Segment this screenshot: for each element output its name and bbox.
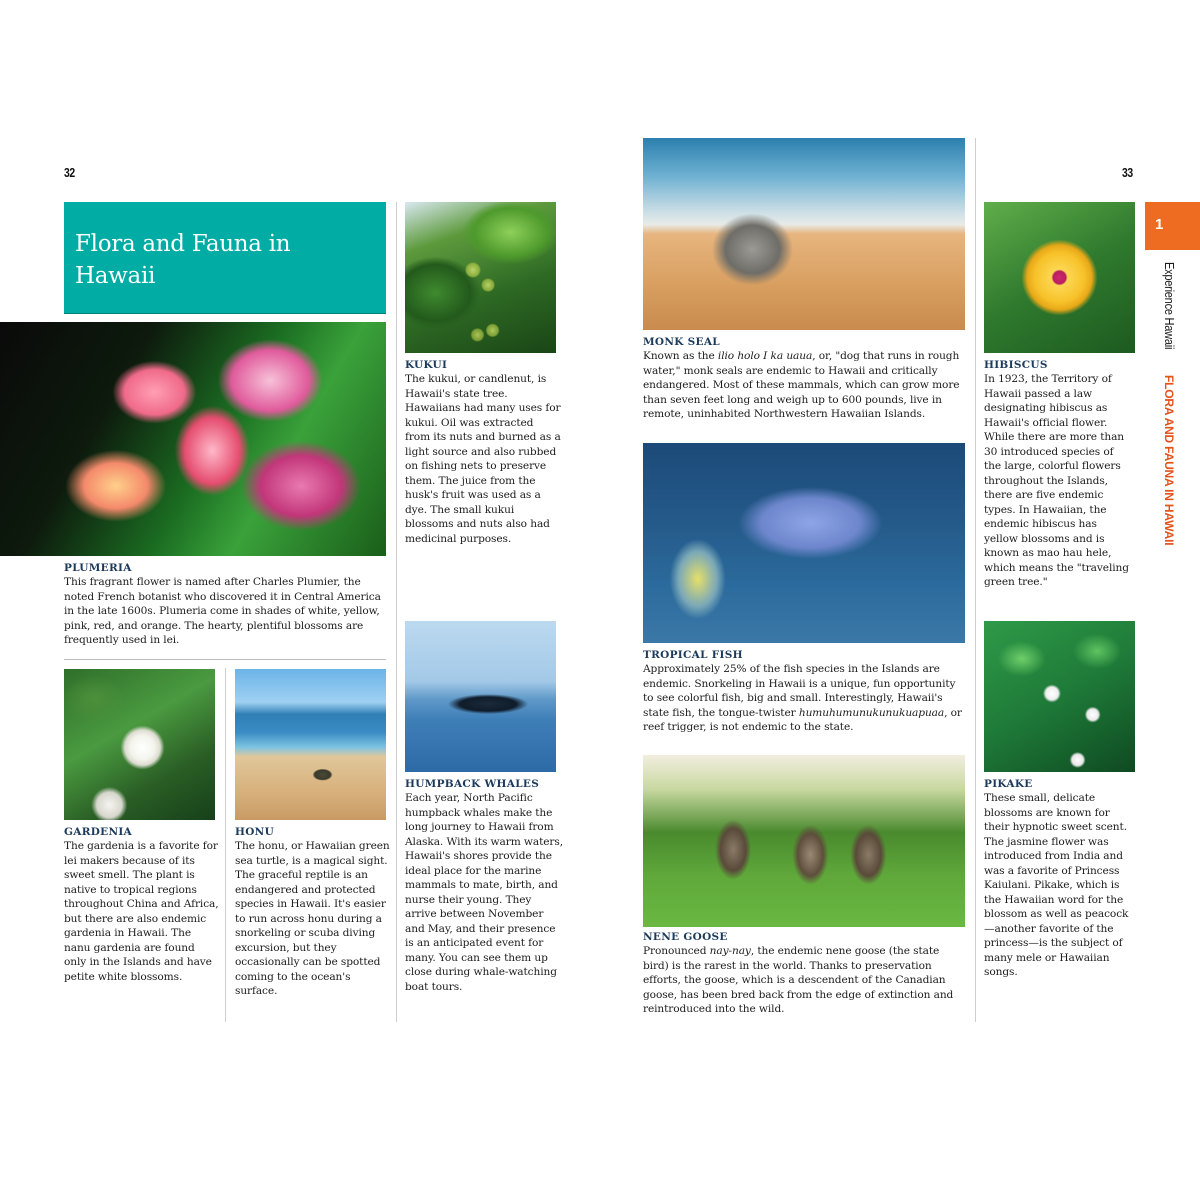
gardenia-heading: GARDENIA: [64, 826, 133, 838]
page-number-left: 32: [64, 165, 75, 180]
monk-seal-heading: MONK SEAL: [643, 336, 720, 348]
body-text: , the endemic nene goose (the state bird) is the rarest in the world. Thanks to preservation efforts, the goose, which is a descendent of the Canadian goose, has been bred back from the edge of extinction and reintroduced into the wild.: [643, 945, 954, 1015]
column-divider: [975, 138, 976, 1022]
chapter-title-line2: Hawaii: [75, 263, 156, 289]
tropical-fish-caption: [643, 648, 968, 735]
hibiscus-body: In 1923, the Territory of Hawaii passed a law designating hibiscus as Hawaii's official flower. While there are more than 30 introduced species of the large, colorful flowers throughout the Islands, there are five endemic types. In Hawaiian, the endemic hibiscus has yellow blossoms and is known as mao hau hele, which means the "traveling green tree.": [984, 373, 1129, 588]
chapter-title-box: [64, 202, 386, 314]
body-text: , or reef trigger, is not endemic to the state.: [643, 706, 962, 733]
body-text: , or, "dog that runs in rough water," monk seals are endemic to Hawaii and critically endangered. Most of these mammals, which can grow more than seven feet long and weigh up to 600 pounds, live in remote, uninhabited Northwestern Hawaiian Islands.: [643, 350, 960, 420]
hawaiian-term: humuhumunukunukuapuaa: [798, 706, 945, 719]
kukui-body: The kukui, or candlenut, is Hawaii's state tree. Hawaiians had many uses for kukui. Oil was extracted from its nuts and burned as a light source and also rubbed on fishing nets to preserve them. The juice from the husk's fruit was used as a dye. The small kukui blossoms and nuts also had medicinal purposes.: [405, 373, 561, 545]
pikake-photo: [984, 621, 1135, 772]
nene-goose-body: [643, 944, 968, 1017]
pikake-heading: PIKAKE: [984, 778, 1033, 790]
hawaiian-term: ilio holo I ka uaua: [717, 350, 813, 362]
subsection-label: FLORA AND FAUNA IN HAWAII: [1162, 375, 1176, 546]
nene-goose-photo: [643, 755, 965, 927]
honu-caption: [235, 825, 393, 999]
hibiscus-heading: HIBISCUS: [984, 359, 1048, 371]
body-text: Approximately 25% of the fish species in the Islands are endemic. Snorkeling in Hawaii is a unique, fun opportunity to see colorful fish, big and small. Interestingly, Hawaii's state fish, the tongue-twister: [643, 663, 956, 719]
honu-body: The honu, or Hawaiian green sea turtle, is a magical sight. The graceful reptile is an endangered and protected species in Hawaii. It's easier to run across honu during a snorkeling or scuba diving excursion, but they occasionally can be spotted coming to the ocean's surface.: [235, 840, 390, 997]
column-divider: [225, 668, 226, 1022]
humpback-heading: HUMPBACK WHALES: [405, 778, 540, 790]
gardenia-photo: [64, 669, 215, 820]
hibiscus-photo: [984, 202, 1135, 353]
section-label: Experience Hawaii: [1162, 262, 1177, 350]
pikake-caption: [984, 777, 1132, 980]
nene-goose-heading: NENE GOOSE: [643, 931, 728, 943]
kukui-photo: [405, 202, 556, 353]
body-text: Pronounced: [643, 945, 710, 957]
humpback-caption: [405, 777, 563, 994]
gardenia-body: The gardenia is a favorite for lei makers because of its sweet smell. The plant is native to tropical regions throughout China and Africa, but there are also endemic gardenia in Hawaii. The nanu gardenia are found only in the Islands and have petite white blossoms.: [64, 840, 219, 983]
tropical-fish-photo: [643, 443, 965, 643]
chapter-number: 1: [1155, 216, 1164, 233]
whale-tail-photo: [405, 621, 556, 772]
kukui-caption: [405, 358, 561, 546]
gardenia-caption: [64, 825, 220, 984]
tropical-fish-body: [643, 662, 968, 735]
chapter-title-line1: Flora and Fauna in: [75, 231, 291, 257]
column-divider: [396, 202, 397, 1022]
plumeria-body: This fragrant flower is named after Charles Plumier, the noted French botanist who discovered it in Central America in the late 1600s. Plumeria come in shades of white, yellow, pink, red, and orange. The hearty, plentiful blossoms are frequently used in lei.: [64, 576, 381, 646]
row-divider: [64, 659, 386, 660]
plumeria-caption: [64, 561, 389, 648]
monk-seal-caption: [643, 335, 968, 422]
kukui-heading: KUKUI: [405, 359, 448, 371]
monk-seal-body: [643, 349, 968, 422]
page-number-right: 33: [1122, 165, 1133, 180]
monk-seal-photo: [643, 138, 965, 330]
body-text: Known as the: [643, 350, 718, 362]
plumeria-heading: PLUMERIA: [64, 562, 132, 574]
plumeria-photo: [0, 322, 386, 556]
hawaiian-term: nay-nay: [709, 945, 751, 957]
hibiscus-caption: [984, 358, 1132, 590]
tropical-fish-heading: TROPICAL FISH: [643, 649, 743, 661]
chapter-tab: [1145, 202, 1200, 250]
nene-goose-caption: [643, 930, 968, 1017]
honu-heading: HONU: [235, 826, 275, 838]
humpback-body: Each year, North Pacific humpback whales make the long journey to Hawaii from Alaska. With its warm waters, Hawaii's shores provide the ideal place for the marine mammals to mate, birth, and nurse their young. They arrive between November and May, and their presence is an anticipated event for many. You can see them up close during whale-watching boat tours.: [405, 792, 563, 993]
running-header-vertical: [1148, 262, 1178, 562]
pikake-body: These small, delicate blossoms are known for their hypnotic sweet scent. The jasmine flower was introduced from India and was a favorite of Princess Kaiulani. Pikake, which is the Hawaiian word for the blossom as well as peacock—another favorite of the princess—is the subject of many mele or Hawaiian songs.: [984, 792, 1129, 978]
chapter-title: [75, 228, 386, 292]
honu-photo: [235, 669, 386, 820]
